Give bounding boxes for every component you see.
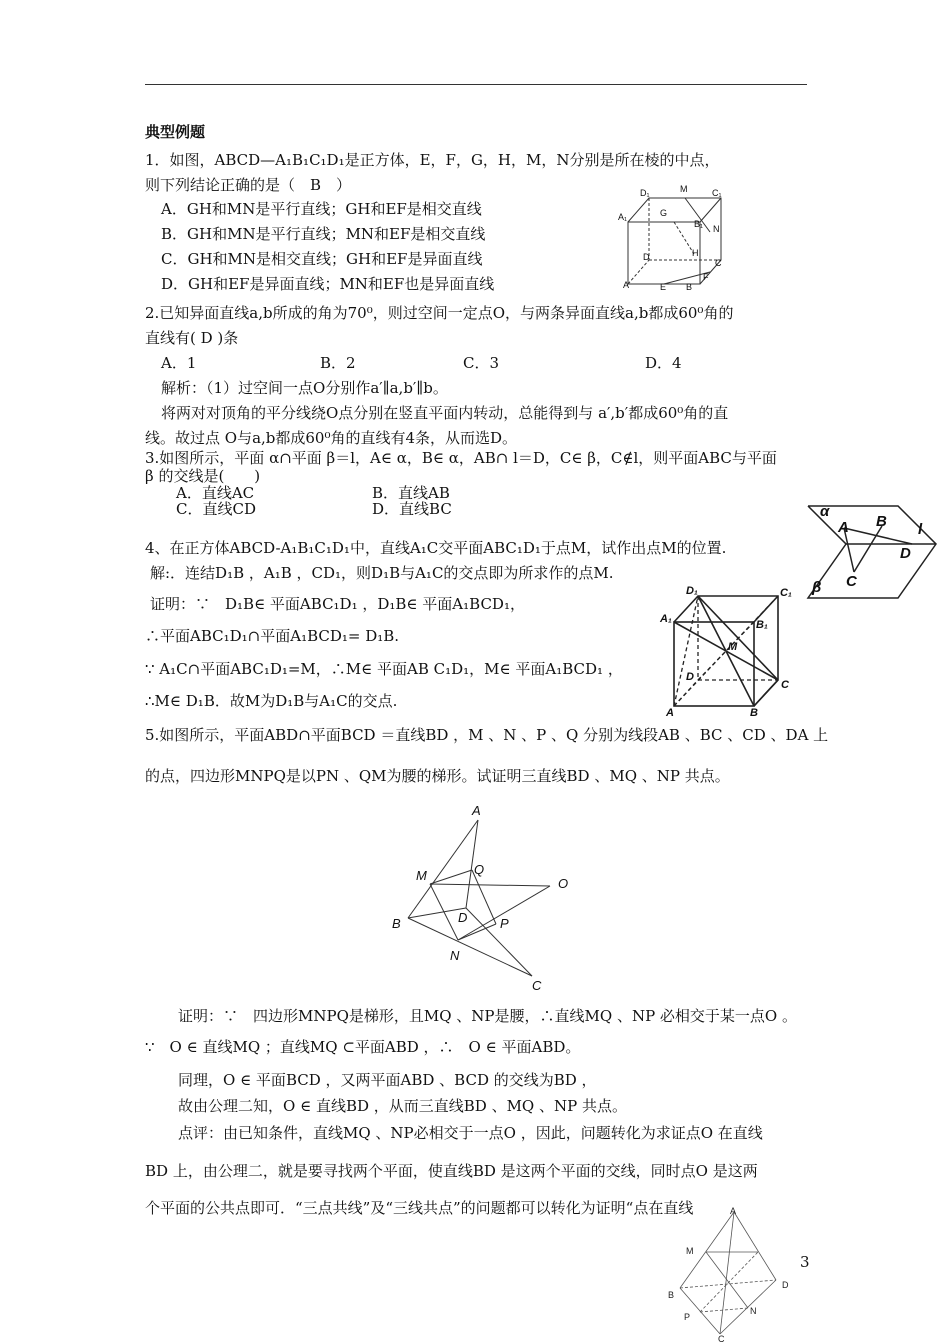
q1-fig-label-c: C — [715, 258, 722, 268]
q4-proof-2: ∴平面ABC₁D₁∩平面A₁BCD₁= D₁B. — [145, 627, 400, 645]
q5-proof-2: ∵ O ∈ 直线MQ ；直线MQ ⊂平面ABD ，∴ O ∈ 平面ABD。 — [145, 1038, 581, 1056]
small-fig-label-b: B — [668, 1290, 675, 1300]
q1-fig-label-h: H — [692, 248, 699, 258]
q4-fig-label-c: C — [781, 679, 789, 691]
q1-fig-label-e: E — [660, 282, 667, 292]
small-fig-label-a: A — [730, 1206, 737, 1216]
q5-proof-1: 证明：∵ 四边形MNPQ是梯形，且MQ 、NP是腰，∴直线MQ 、NP 必相交于某一点O 。 — [178, 1007, 797, 1025]
q4-fig-label-m: M — [728, 641, 738, 653]
q3-line2: β 的交线是( ) — [145, 467, 261, 485]
q3-fig-label-d: D — [900, 545, 911, 562]
q3-fig-label-l: l — [918, 521, 923, 538]
q4-proof-4: ∴M∈ D₁B．故M为D₁B与A₁C的交点. — [145, 692, 398, 710]
q3-option-c: C．直线CD — [176, 500, 256, 518]
q1-fig-label-a: A — [623, 280, 630, 290]
q4-line1: 4、在正方体ABCD-A₁B₁C₁D₁中，直线A₁C交平面ABC₁D₁于点M，试作出点M的位置. — [145, 539, 727, 557]
section-heading: 典型例题 — [145, 123, 206, 141]
q4-fig-label-b1: B₁ — [756, 619, 768, 631]
q3-option-b: B．直线AB — [372, 484, 450, 502]
q5-comment-2: BD 上，由公理二，就是要寻找两个平面，使直线BD 是这两个平面的交线，同时点O 是这两 — [145, 1162, 758, 1180]
q5-proof-4: 故由公理二知，O ∈ 直线BD ，从而三直线BD 、MQ 、NP 共点。 — [178, 1097, 627, 1115]
q3-line1: 3.如图所示，平面 α∩平面 β＝l，A∈ α，B∈ α，AB∩ l＝D，C∈ β，C∉l，则平面ABC与平面 — [145, 449, 777, 467]
q4-fig-label-a: A — [666, 707, 674, 718]
q1-fig-label-b1: B₁ — [694, 219, 704, 229]
q5-fig-label-m: M — [416, 868, 427, 883]
q1-line2: 则下列结论正确的是（ B ） — [145, 176, 352, 194]
q5-line1: 5.如图所示，平面ABD∩平面BCD ＝直线BD ，M 、N 、P 、Q 分别为线段AB 、BC 、CD 、DA 上 — [145, 726, 829, 744]
q5-proof-3: 同理，O ∈ 平面BCD ，又两平面ABD 、BCD 的交线为BD ， — [178, 1071, 597, 1089]
q3-fig-label-c: C — [846, 573, 857, 590]
q4-fig-label-a1: A₁ — [660, 613, 672, 625]
q2-line2: 直线有( D )条 — [145, 329, 239, 347]
q2-analysis-1: 解析：（1）过空间一点O分别作a′∥a,b′∥b。 — [161, 379, 448, 397]
q4-proof-3: ∵ A₁C∩平面ABC₁D₁=M，∴M∈ 平面AB C₁D₁，M∈ 平面A₁BCD₁ ， — [145, 660, 623, 678]
q3-option-a: A．直线AC — [176, 484, 255, 502]
q1-option-c: C．GH和MN是相交直线；GH和EF是异面直线 — [161, 250, 483, 268]
top-rule — [145, 84, 807, 85]
q1-fig-label-a1: A₁ — [618, 212, 628, 222]
q4-fig-label-b: B — [750, 707, 758, 718]
q4-fig-label-c1: C₁ — [780, 587, 792, 599]
q4-fig-label-d: D — [686, 671, 694, 683]
q5-comment-1: 点评：由已知条件，直线MQ 、NP必相交于一点O ，因此，问题转化为求证点O 在直线 — [178, 1124, 763, 1142]
small-fig-label-d: D — [782, 1280, 789, 1290]
small-fig-label-n: N — [750, 1306, 757, 1316]
q1-option-d: D．GH和EF是异面直线；MN和EF也是异面直线 — [161, 275, 495, 293]
q1-fig-label-g: G — [660, 208, 668, 218]
q4-proof-1: 证明：∵ D₁B∈ 平面ABC₁D₁ ，D₁B∈ 平面A₁BCD₁， — [150, 595, 525, 613]
q5-line2: 的点，四边形MNPQ是以PN 、QM为腰的梯形。试证明三直线BD 、MQ 、NP 共点。 — [145, 767, 730, 785]
q1-fig-label-d1: D₁ — [640, 188, 650, 198]
q3-fig-label-a: A — [838, 519, 849, 536]
q1-fig-label-m: M — [680, 184, 688, 194]
q1-fig-label-c1: C₁ — [712, 188, 722, 198]
q5-fig-label-d: D — [458, 910, 468, 925]
small-fig-label-p: P — [684, 1312, 691, 1322]
cube-figure-q1 — [612, 182, 742, 292]
q3-fig-label-beta: β — [812, 579, 822, 596]
q1-fig-label-f: F — [703, 272, 709, 282]
tetrahedron-figure-small — [664, 1204, 804, 1342]
q3-fig-label-alpha: α — [820, 503, 830, 520]
q3-option-d: D．直线BC — [372, 500, 452, 518]
q1-fig-label-b: B — [686, 282, 693, 292]
q5-fig-label-a: A — [472, 803, 481, 818]
q4-solution: 解:．连结D₁B ，A₁B ，CD₁，则D₁B与A₁C的交点即为所求作的点M. — [150, 564, 614, 582]
planes-figure-q3 — [802, 500, 942, 604]
q2-analysis-3: 线。故过点 O与a,b都成60⁰角的直线有4条，从而选D。 — [145, 429, 518, 447]
q5-fig-label-p: P — [500, 916, 509, 931]
q4-fig-label-d1: D₁ — [686, 585, 698, 597]
page-number: 3 — [800, 1253, 810, 1271]
small-fig-label-m: M — [686, 1246, 694, 1256]
q2-option-d: D．4 — [645, 354, 682, 372]
q2-option-a: A．1 — [161, 354, 197, 372]
q5-fig-label-q: Q — [474, 862, 485, 877]
q2-option-b: B．2 — [320, 354, 356, 372]
q1-fig-label-n: N — [713, 224, 720, 234]
q1-line1: 1．如图，ABCD—A₁B₁C₁D₁是正方体，E，F，G，H，M，N分别是所在棱的中点， — [145, 151, 720, 169]
q3-fig-label-b: B — [876, 513, 887, 530]
q5-fig-label-b: B — [392, 916, 401, 931]
q2-analysis-2: 将两对对顶角的平分线绕O点分别在竖直平面内转动，总能得到与 a′,b′都成60⁰角的直 — [161, 404, 729, 422]
q5-fig-label-c: C — [532, 978, 542, 990]
cube-figure-q4 — [652, 582, 800, 718]
q5-fig-label-n: N — [450, 948, 460, 963]
q1-option-a: A．GH和MN是平行直线；GH和EF是相交直线 — [161, 200, 482, 218]
q5-fig-label-o: O — [558, 876, 569, 891]
quadrilateral-figure-q5 — [386, 800, 576, 990]
q1-fig-label-d: D — [643, 252, 650, 262]
q2-option-c: C．3 — [463, 354, 500, 372]
q2-line1: 2.已知异面直线a,b所成的角为70⁰，则过空间一定点O，与两条异面直线a,b都成60⁰角的 — [145, 304, 734, 322]
q1-option-b: B．GH和MN是平行直线；MN和EF是相交直线 — [161, 225, 486, 243]
q5-comment-3: 个平面的公共点即可．“三点共线”及“三线共点”的问题都可以转化为证明“点在直线 — [145, 1199, 694, 1217]
small-fig-label-c: C — [718, 1334, 725, 1342]
